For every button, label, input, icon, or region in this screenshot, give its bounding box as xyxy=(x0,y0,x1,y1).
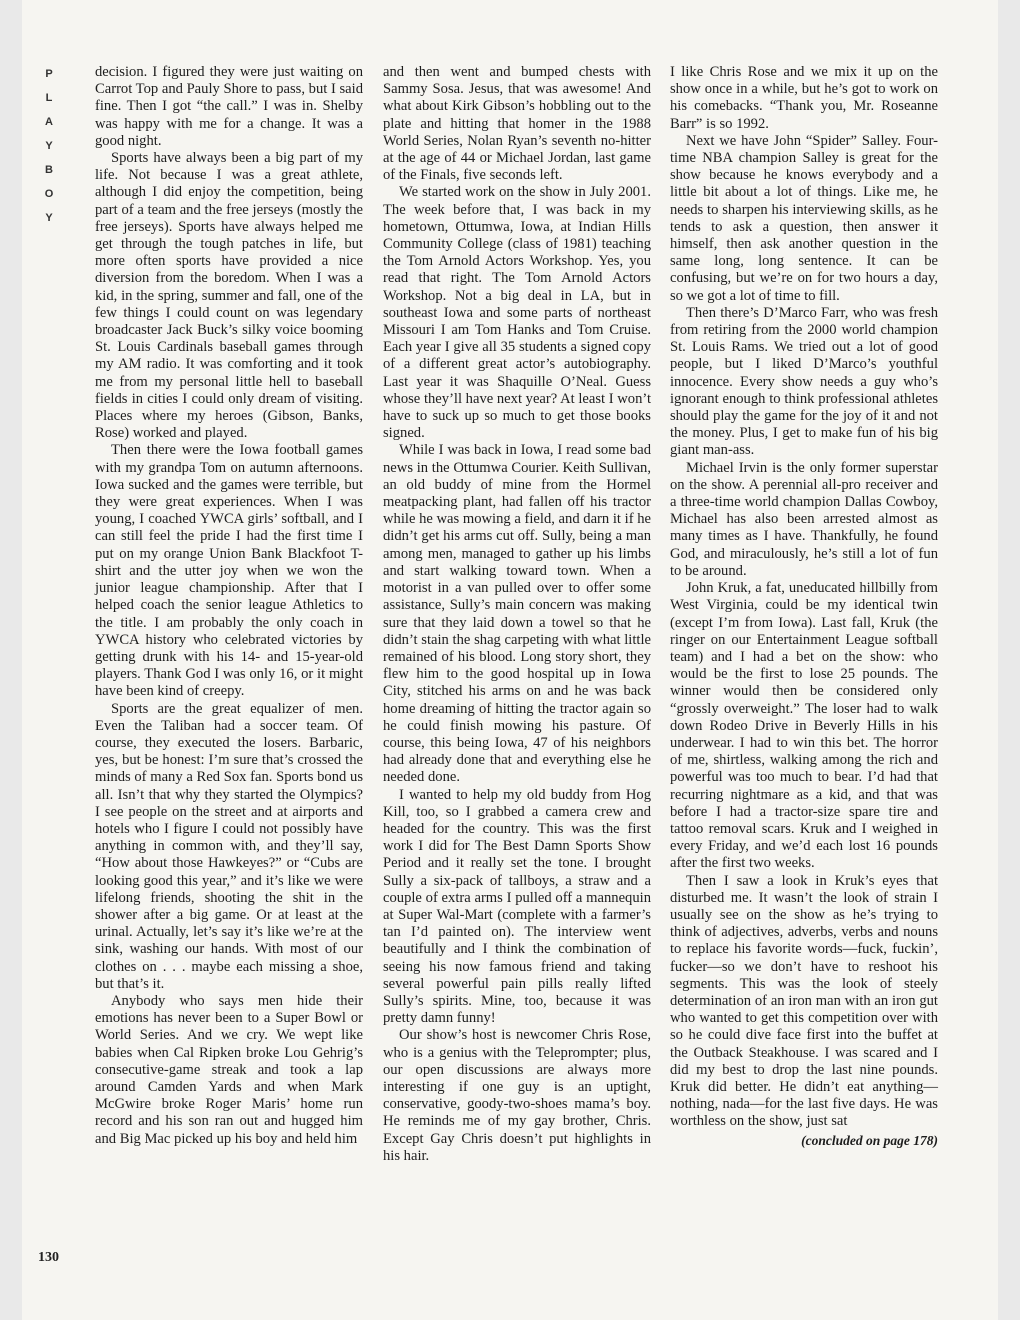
paragraph: decision. I figured they were just waiting on Carrot Top and Pauly Shore to pass, but I said fine. Then I got “the call.” I was in. Shelby was happy with me for a change. It was a good night. xyxy=(95,64,363,149)
masthead-letter: Y xyxy=(45,140,53,152)
paragraph: Then I saw a look in Kruk’s eyes that disturbed me. It wasn’t the look of strain I usually see on the show as he’s trying to think of adjectives, adverbs, verbs and nouns to replace his favorite words—fuck, fuckin’, fucker—so we don’t have to reshoot his segments. This was the look of steely determination of an iron man with an iron gut who wanted to get this competition over with so he could dive face first into the buffet at the Outback Steakhouse. I was scared and I did my best to drop the last nine pounds. Kruk did better. He didn’t eat anything—nothing, nada—for the last five days. He was worthless on the show, just sat xyxy=(670,872,938,1130)
continuation-note: (concluded on page 178) xyxy=(801,1132,938,1148)
masthead-letter: P xyxy=(45,68,53,80)
paragraph: I wanted to help my old buddy from Hog Kill, too, so I grabbed a camera crew and headed for the country. This was the first work I did for The Best Damn Sports Show Period and it really set the tone. I brought Sully a six-pack of tallboys, a straw and a couple of extra arms I pulled off a mannequin at Super Wal-Mart (complete with a farmer’s tan I’d painted on). The interview went beautifully and I think the combination of seeing his now famous friend and taking several powerful pain pills really lifted Sully’s spirits. Mine, too, because it was pretty damn funny! xyxy=(383,786,651,1027)
paragraph: Anybody who says men hide their emotions has never been to a Super Bowl or World Series. And we cry. We wept like babies when Cal Ripken broke Lou Gehrig’s consecutive-game streak and took a lap around Camden Yards and when Mark McGwire broke Roger Maris’ home run record and his son ran out and hugged him and Big Mac picked up his boy and held him xyxy=(95,992,363,1147)
masthead-letter: Y xyxy=(45,212,53,224)
paragraph: I like Chris Rose and we mix it up on the show once in a while, but he’s got to work on his comebacks. “Thank you, Mr. Roseanne Barr” is so 1992. xyxy=(670,64,938,132)
paragraph: John Kruk, a fat, uneducated hillbilly from West Virginia, could be my identical twin (except I’m from Iowa). Last fall, Kruk (the ringer on our Entertainment League softball team) and I had a bet on the show: who would be the first to lose 25 pounds. The winner would then be considered only “grossly overweight.” The loser had to walk down Rodeo Drive in Beverly Hills in his underwear. I had to win this bet. The horror of me, shirtless, walking among the rich and powerful was too much to bear. I’d had that recurring nightmare as a kid, and that was before I had a tractor-size spare tire and tattoo removal scars. Kruk and I weighed in every Friday, and we’d each lost 16 pounds after the first two weeks. xyxy=(670,580,938,872)
paragraph: Then there’s D’Marco Farr, who was fresh from retiring from the 2000 world champion St. Louis Rams. We tried out a lot of good people, but I liked D’Marco’s youthful innocence. Every show needs a guy who’s ignorant enough to think professional athletes should play the game for the joy of it and not the money. Plus, I get to make fun of his big giant man-ass. xyxy=(670,304,938,459)
masthead-letter: A xyxy=(45,116,53,128)
masthead-letter: O xyxy=(44,188,54,200)
text-column-2 xyxy=(383,64,651,1165)
text-column-3 xyxy=(670,64,938,1149)
paragraph: Sports are the great equalizer of men. Even the Taliban had a soccer team. Of course, they executed the losers. Barbaric, yes, but be honest: I’m sure that’s crossed the minds of many a Red Sox fan. Sports bond us all. Isn’t that why they started the Olympics? I see people on the street and at airports and hotels who I figure I could not possibly have anything in common with, and they’ll say, “How about those Hawkeyes?” or “Cubs are looking good this year,” and it’s like we were lifelong friends, shooting the shit in the shower after a big game. Or at least at the urinal. Actually, let’s say it’s like we’re at the sink, washing our hands. With most of our clothes on . . . maybe each missing a shoe, but that’s it. xyxy=(95,700,363,992)
page-number: 130 xyxy=(38,1250,59,1265)
paragraph: Then there were the Iowa football games with my grandpa Tom on autumn afternoons. Iowa sucked and the games were terrible, but they were great experiences. When I was young, I coached YWCA girls’ softball, and I can still feel the pride I had the first time I put on my orange Union Bank Blackfoot T-shirt and the utter joy when we won the junior league championship. After that I helped coach the senior league Athletics to the title. I am probably the only coach in YWCA history who celebrated victories by getting drunk with his 14- and 15-year-old players. Thank God I was only 16, or it might have been kind of creepy. xyxy=(95,442,363,700)
paragraph: Michael Irvin is the only former superstar on the show. A perennial all-pro receiver and a three-time world champion Dallas Cowboy, Michael has also been arrested almost as many times as I have. Thankfully, he found God, and miraculously, he’s still a lot of fun to be around. xyxy=(670,459,938,579)
paragraph: We started work on the show in July 2001. The week before that, I was back in my hometown, Ottumwa, Iowa, at Indian Hills Community College (class of 1981) teaching the Tom Arnold Actors Workshop. Yes, you read that right. The Tom Arnold Actors Workshop. Not a big deal in LA, but in southeast Iowa and some parts of northeast Missouri I am Tom Hanks and Tom Cruise. Each year I give all 35 students a signed copy of a different great actor’s autobiography. Last year it was Shaquille O’Neal. Guess whose they’ll have next year? At least I won’t have to suck up so much to get those books signed. xyxy=(383,184,652,442)
paragraph: Sports have always been a big part of my life. Not because I was a great athlete, although I did enjoy the competition, being part of a team and the free jerseys (mostly the free jerseys). Sports have always helped me get through the tough patches in life, but more often sports have provided a nice diversion from the boredom. When I was a kid, in the spring, summer and fall, one of the few things I could count on was legendary broadcaster Jack Buck’s silky voice booming St. Louis Cardinals baseball games through my AM radio. It was comforting and it took me from my personal little hell to baseball fields in cities I could only dream of visiting. Places where my heroes (Gibson, Banks, Rose) worked and played. xyxy=(95,150,363,442)
paragraph: Our show’s host is newcomer Chris Rose, who is a genius with the Teleprompter; plus, our open discussions are always more interesting if one guy is an uptight, conservative, goody-two-shoes mama’s boy. He reminds me of my gay brother, Chris. Except Gay Chris doesn’t put highlights in his hair. xyxy=(383,1027,651,1164)
masthead-playboy xyxy=(36,62,62,230)
paragraph: While I was back in Iowa, I read some bad news in the Ottumwa Courier. Keith Sullivan, an old buddy of mine from the Hormel meatpacking plant, had fallen off his tractor while he was mowing a field, and darn it if he didn’t get his arms cut off. Sully, being a man among men, managed to gather up his limbs and start walking toward town. When a motorist in a van pulled over to offer some assistance, Sully’s main concern was making sure that they laid down a towel so that he didn’t stain the shag carpeting with what little remained of his blood. Long story short, they flew him to the good hospital up in Iowa City, stitched his arms on and he was back home dreaming of hitting the tractor again so he could finish mowing his pasture. Of course, this being Iowa, 47 of his neighbors had already done that and everything else he needed done. xyxy=(383,442,651,786)
paragraph: Next we have John “Spider” Salley. Four-time NBA champion Salley is great for the show because he knows everybody and a little bit about a lot of things. Like me, he needs to sharpen his interviewing skills, as he tends to ask a question, then answer it himself, then ask another question in the same long, long sentence. It can be confusing, but we’re on for two hours a day, so we got a lot of time to fill. xyxy=(670,132,938,304)
paragraph: and then went and bumped chests with Sammy Sosa. Jesus, that was awesome! And what about Kirk Gibson’s hobbling out to the plate and hitting that homer in the 1988 World Series, Nolan Ryan’s seventh no-hitter at the age of 44 or Michael Jordan, last game of the Finals, five seconds left. xyxy=(383,64,651,184)
masthead-letter: L xyxy=(45,92,53,104)
text-column-1 xyxy=(95,64,363,1148)
masthead-letter: B xyxy=(45,164,53,176)
